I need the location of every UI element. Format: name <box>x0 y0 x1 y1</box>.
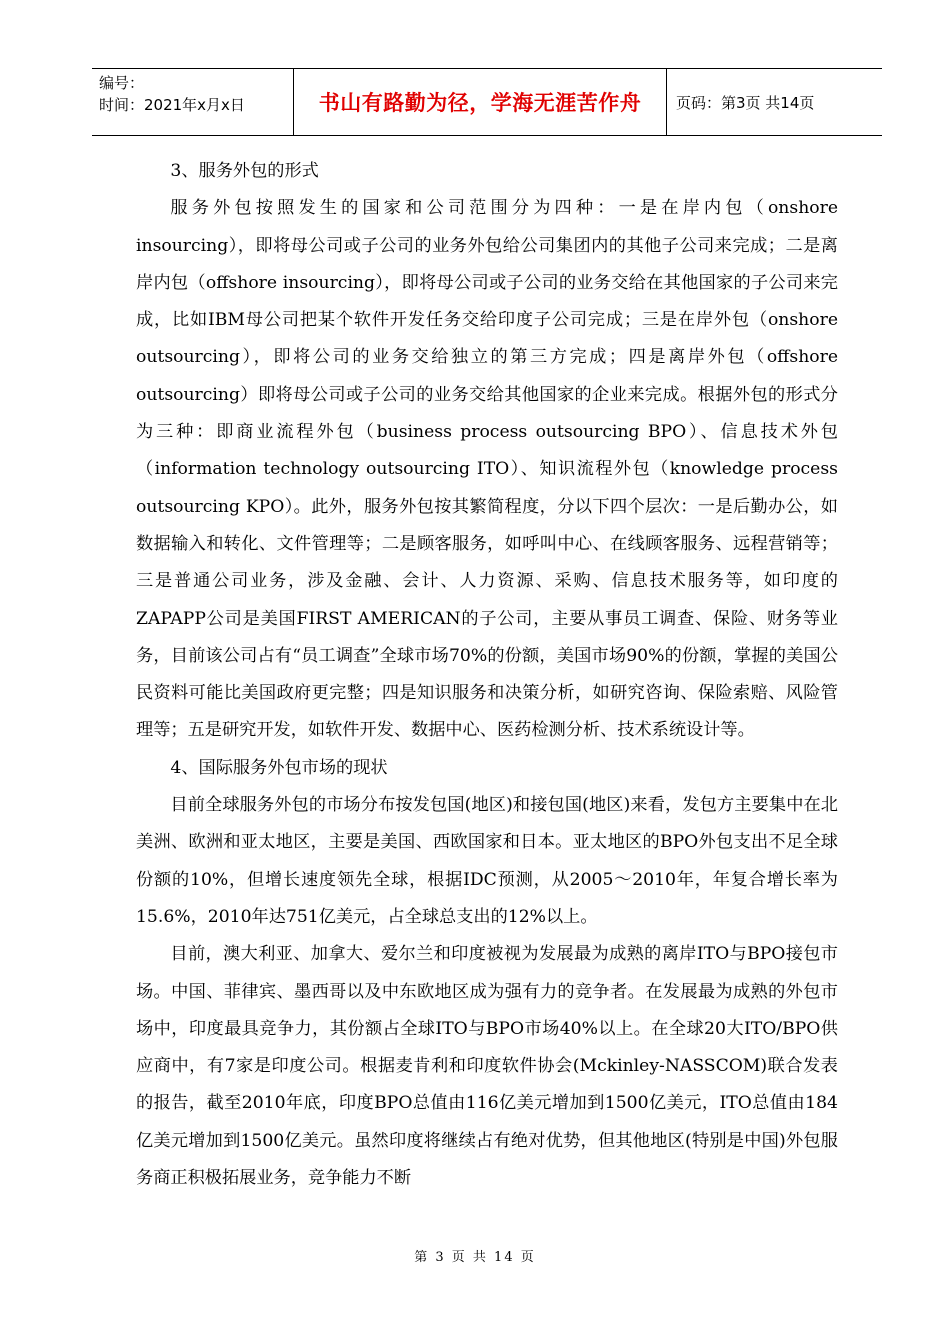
section-heading-3: 3、服务外包的形式 <box>170 161 319 181</box>
header-meta <box>92 69 293 135</box>
header-number-label: 编号： <box>99 74 145 92</box>
paragraph-mature-markets: 目前，澳大利亚、加拿大、爱尔兰和印度被视为发展最为成熟的离岸ITO与BPO接包市场。中国、菲律宾、墨西哥以及中东欧地区成为强有力的竞争者。在发展最为成熟的外包市场中，印度最具竞争力，其份额占全球ITO与BPO市场40%以上。在全球20大ITO/BPO供应商中，有7家是印度公司。根据麦肯利和印度软件协会(Mckinley-NASSCOM)联合发表的报告，截至2010年底，印度BPO总值由116亿美元增加到1500亿美元，ITO总值由184亿美元增加到1500亿美元。虽然印度将继续占有绝对优势，但其他地区(特别是中国)外包服务商正积极拓展业务，竞争能力不断 <box>136 944 838 1189</box>
document-body <box>136 153 838 1197</box>
page-header <box>92 68 882 136</box>
header-motto: 书山有路勤为径，学海无涯苦作舟 <box>293 69 667 135</box>
header-time-label: 时间：2021年x月x日 <box>99 96 245 114</box>
section-heading-4: 4、国际服务外包市场的现状 <box>170 757 388 778</box>
paragraph-market-distribution: 目前全球服务外包的市场分布按发包国(地区)和接包国(地区)来看，发包方主要集中在北美洲、欧洲和亚太地区，主要是美国、西欧国家和日本。亚太地区的BPO外包支出不足全球份额的10%，但增长速度领先全球，根据IDC预测，从2005～2010年，年复合增长率为15.6%，2010年达751亿美元，占全球总支出的12%以上。 <box>136 795 838 927</box>
paragraph-service-outsourcing-forms: 服务外包按照发生的国家和公司范围分为四种：一是在岸内包（onshore insourcing），即将母公司或子公司的业务外包给公司集团内的其他子公司来完成；二是离岸内包（offshore insourcing），即将母公司或子公司的业务交给在其他国家的子公司来完成，比如IBM母公司把某个软件开发任务交给印度子公司完成；三是在岸外包（onshore outsourcing），即将公司的业务交给独立的第三方完成；四是离岸外包（offshore outsourcing）即将母公司或子公司的业务交给其他国家的企业来完成。根据外包的形式分为三种：即商业流程外包（business process outsourcing BPO）、信息技术外包（information technology outsourcing ITO）、知识流程外包（knowledge process outsourcing KPO）。此外，服务外包按其繁简程度，分以下四个层次：一是后勤办公，如数据输入和转化、文件管理等；二是顾客服务，如呼叫中心、在线顾客服务、远程营销等；三是普通公司业务，涉及金融、会计、人力资源、采购、信息技术服务等，如印度的ZAPAPP公司是美国FIRST AMERICAN的子公司，主要从事员工调查、保险、财务等业务，目前该公司占有“员工调查”全球市场70%的份额，美国市场90%的份额，掌握的美国公民资料可能比美国政府更完整；四是知识服务和决策分析，如研究咨询、保险索赔、风险管理等；五是研究开发，如软件开发、数据中心、医药检测分析、技术系统设计等。 <box>136 198 838 741</box>
page-footer: 第 3 页 共 14 页 <box>414 1250 536 1265</box>
header-page-info: 页码：第3页 共14页 <box>676 93 815 112</box>
